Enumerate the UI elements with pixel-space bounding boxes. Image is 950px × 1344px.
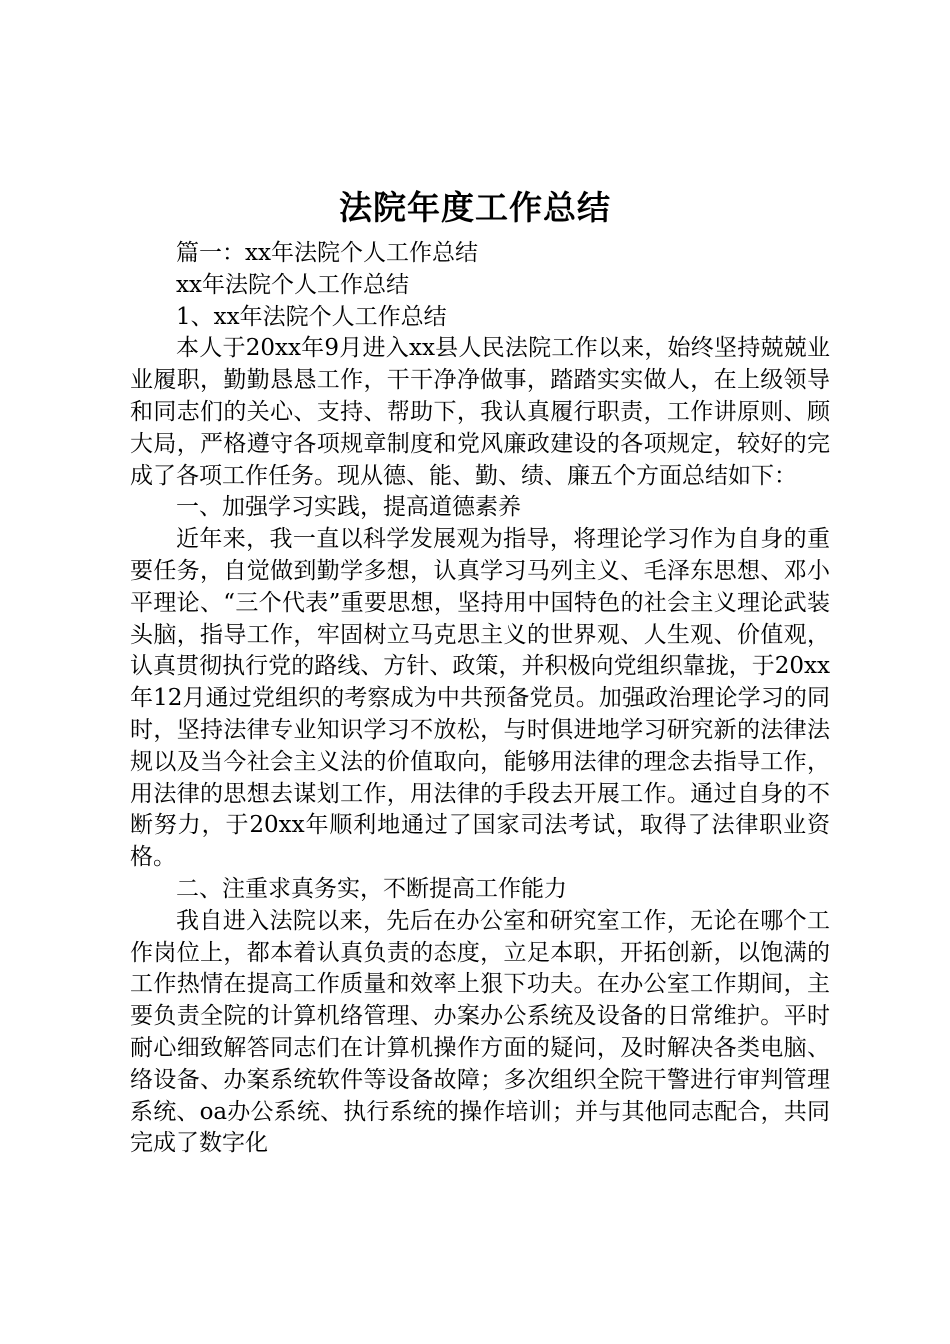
section-subheading: 1、xx年法院个人工作总结 — [176, 303, 447, 330]
section-heading: 二、注重求真务实，不断提高工作能力 — [176, 875, 567, 902]
body-paragraph: 本人于20xx年9月进入xx县人民法院工作以来，始终坚持兢兢业业履职，勤勤恳恳工作，干干净净做事，踏踏实实做人，在上级领导和同志们的关心、支持、帮助下，我认真履行职责，工作讲原则、顾大局，严格遵守各项规章制度和党风廉政建设的各项规定，较好的完成了各项工作任务。现从德、能、勤、绩、廉五个方面总结如下： — [130, 335, 830, 489]
document-body — [130, 238, 830, 1160]
section-heading: 篇一：xx年法院个人工作总结 — [176, 240, 478, 266]
body-paragraph: 我自进入法院以来，先后在办公室和研究室工作，无论在哪个工作岗位上，都本着认真负责的态度，立足本职，开拓创新，以饱满的工作热情在提高工作质量和效率上狠下功夫。在办公室工作期间，主要负责全院的计算机络管理、办案办公系统及设备的日常维护。平时耐心细致解答同志们在计算机操作方面的疑问，及时解决各类电脑、络设备、办案系统软件等设备故障；多次组织全院干警进行审判管理系统、oa办公系统、执行系统的操作培训；并与其他同志配合，共同完成了数字化 — [130, 907, 830, 1157]
document-title: 法院年度工作总结 — [339, 188, 611, 227]
body-paragraph: 近年来，我一直以科学发展观为指导，将理论学习作为自身的重要任务，自觉做到勤学多想，认真学习马列主义、毛泽东思想、邓小平理论、“三个代表”重要思想，坚持用中国特色的社会主义理论武装头脑，指导工作，牢固树立马克思主义的世界观、人生观、价值观，认真贯彻执行党的路线、方针、政策，并积极向党组织靠拢，于20xx年12月通过党组织的考察成为中共预备党员。加强政治理论学习的同时，坚持法律专业知识学习不放松，与时俱进地学习研究新的法律法规以及当今社会主义法的价值取向，能够用法律的理念去指导工作，用法律的思想去谋划工作，用法律的手段去开展工作。通过自身的不断努力，于20xx年顺利地通过了国家司法考试，取得了法律职业资格。 — [130, 526, 830, 871]
section-heading: 一、加强学习实践，提高道德素养 — [176, 494, 521, 521]
section-subheading: xx年法院个人工作总结 — [176, 271, 409, 298]
